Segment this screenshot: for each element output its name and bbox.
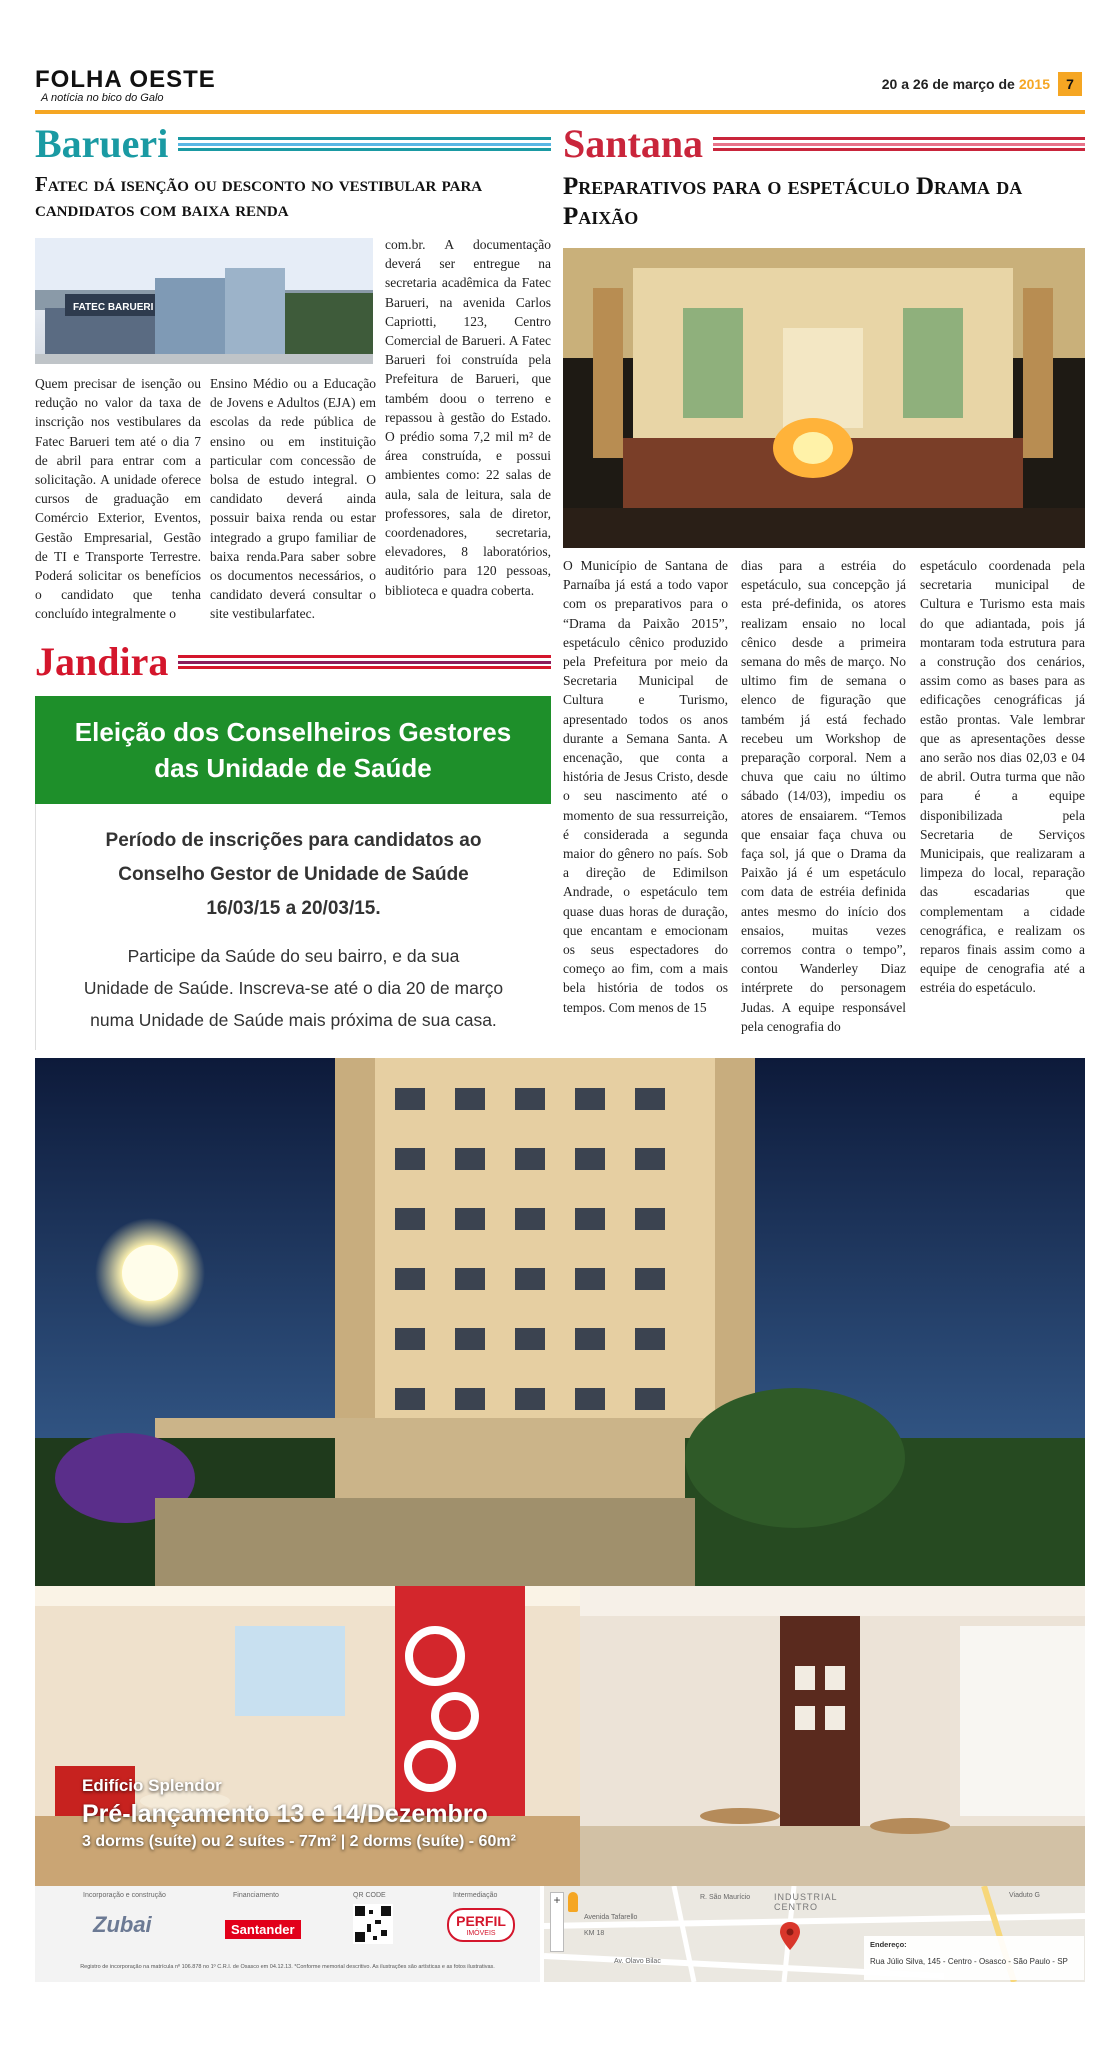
notice-line: Conselho Gestor de Unidade de Saúde [118, 864, 469, 885]
address-box [864, 1936, 1084, 1980]
jandira-banner [35, 696, 551, 804]
building-name: Edifício Splendor [82, 1776, 222, 1795]
article-headline: Fatec dá isenção ou desconto no vestibular para candidatos com baixa renda [35, 172, 483, 221]
notice-body: Participe da Saúde do seu bairro, e da sua [127, 946, 460, 966]
section-santana [563, 121, 1085, 166]
map-street: Avenida Tafarello [584, 1914, 638, 1921]
section-jandira [35, 639, 551, 684]
newspaper-tagline: A notícia no bico do Galo [41, 92, 164, 104]
header-rule [35, 110, 1085, 114]
address-label: Endereço: [870, 1940, 907, 1949]
section-title: Barueri [35, 121, 169, 166]
section-stripes [178, 655, 551, 669]
section-barueri [35, 121, 551, 166]
incorporacao-label: Incorporação e construção [83, 1892, 166, 1899]
perfil-logo [447, 1908, 515, 1942]
qr-label: QR CODE [353, 1892, 386, 1899]
santana-column-1: O Município de Santana de Parnaíba já está a todo vapor com os preparativos para o “Drama da Paixão 2015”, espetáculo cênico produzido pela Prefeitura por meio da Secretaria Municipal de Cultura e Turismo, apresentado todos os anos durante a Semana Santa. A encenação, que conta a história de Jesus Cristo, desde o seu nascimento até o momento de sua ressurreição, é considerada a segunda maior do gênero no país. Sob a direção de Edimilson Andrade, o espetáculo tem quase duas horas de duração, que encantam e emocionam os seus espectadores do começo ao fim, com a mais bela história de todos os tempos. Com menos de 15 [563, 558, 728, 1015]
launch-dates: Pré-lançamento 13 e 14/Dezembro [82, 1800, 488, 1828]
barueri-column-2: Ensino Médio ou a Educação de Jovens e Adultos (EJA) em escolas da rede pública de ensino ou em instituição particular com concessão de bolsa de estudo integral. O candidato deverá ainda possuir baixa renda ou estar integrado a grupo familiar de baixa renda.Para saber sobre os documentos necessários, o candidato deverá consultar o site vestibularfatec. [210, 376, 376, 622]
ad-sponsors [35, 1886, 540, 1982]
article-headline: Preparativos para o espetáculo Drama da Paixão [563, 173, 1023, 230]
fatec-sign: FATEC BARUERI [73, 302, 154, 313]
unit-types: 3 dorms (suíte) ou 2 suítes - 77m² | 2 dorms (suíte) - 60m² [82, 1833, 516, 1850]
page-number: 7 [1058, 72, 1082, 96]
perfil-sub: IMÓVEIS [466, 1930, 496, 1937]
notice-body: Unidade de Saúde. Inscreva-se até o dia 20 de março [83, 978, 504, 998]
map-area-label: INDUSTRIAL CENTRO [774, 1892, 838, 1912]
santana-column-2: dias para a estréia do espetáculo, sua concepção já esta pré-definida, os atores realizam ensaio no local cênico desde a primeira semana do mês de março. No ultimo fim de semana o elenco de figuração que também já está fechado recebeu um Workshop de preparação corporal. Nem a chuva que caiu no último sábado (14/03), impediu os atores de ensaiarem. “Temos que ensaiar faça chuva ou faça sol, já que o Drama da Paixão já é um espetáculo com data de estréia definida antes mesmo do início dos ensaios, muitas vezes corremos contra o tempo”, contou Wanderley Diaz intérprete do personagem Judas. A equipe responsável pela cenografia do [741, 558, 906, 1034]
ad-headline-block [82, 1776, 516, 1851]
ad-interior-lounge [580, 1586, 1085, 1886]
drama-paixao-photo [563, 248, 1085, 548]
santana-column-3: espetáculo coordenada pela secretaria municipal de Cultura e Turismo esta mais do que adiantada, pois já montaram toda estrutura para a construção dos cenários, assim como as bases para as edificações cenográficas já estão prontas. Vale lembrar que as apresentações desse ano serão nos dias 02,03 e 04 de abril. Outra turma que não para é a equipe disponibilizada pela Secretaria de Serviços Municipais, que realizaram a limpeza do local, reparação das escadarias que complementam a cidade cenográfica, e realizam os reparos finais assim como a equipe de cenografia até a estréia do espetáculo. [920, 558, 1085, 996]
issue-year: 2015 [1018, 76, 1050, 92]
santander-logo: Santander [225, 1920, 301, 1939]
masthead [35, 68, 216, 104]
notice-line: Período de inscrições para candidatos ao [105, 830, 482, 851]
fatec-photo [35, 238, 373, 364]
financiamento-label: Financiamento [233, 1892, 279, 1899]
section-stripes [713, 137, 1085, 151]
barueri-column-3: com.br. A documentação deverá ser entregue na secretaria acadêmica da Fatec Barueri, na avenida Carlos Capriotti, 123, Centro Comercial de Barueri. A Fatec Barueri foi construída pela Prefeitura de Barueri, que também doou o terreno e repassou à gestão do Estado. O prédio soma 7,2 mil m² de área construída, e possui ambientes como: 22 salas de aula, sala de leitura, sala de professores, sala de diretor, coordenadores, secretaria, elevadores, 8 laboratórios, auditório para 120 pessoas, biblioteca e quadra coberta. [385, 237, 551, 598]
map-km: KM 18 [584, 1930, 605, 1937]
address-text: Rua Júlio Silva, 145 - Centro - Osasco - São Paulo - SP [870, 1957, 1068, 1966]
newspaper-name: FOLHA OESTE [35, 66, 216, 93]
notice-body: numa Unidade de Saúde mais próxima de sua casa. [90, 1010, 497, 1030]
jandira-notice [35, 804, 551, 1050]
zubai-logo: Zubai [93, 1912, 152, 1937]
map-street: Av. Olavo Bilac [614, 1958, 661, 1965]
map-street: Viaduto G [1009, 1892, 1041, 1899]
banner-title: Eleição dos Conselheiros Gestores das Unidade de Saúde [74, 717, 512, 783]
location-map[interactable] [544, 1886, 1085, 1982]
legal-note: Registro de incorporação na matrícula nº 106.878 no 1º C.R.I. de Osasco em 04.12.13. *Conforme memorial descritivo. As ilustrações são artísticas e as fotos ilustrativas. [80, 1964, 495, 1970]
section-title: Jandira [35, 639, 169, 684]
section-title: Santana [563, 121, 704, 166]
notice-dates: 16/03/15 a 20/03/15. [206, 898, 381, 919]
issue-date [882, 72, 1082, 96]
qr-code[interactable] [353, 1904, 393, 1944]
issue-date-text: 20 a 26 de março de [881, 76, 1015, 92]
building-ad-render [35, 1058, 1085, 1586]
map-street: R. São Maurício [700, 1894, 751, 1901]
pegman-icon[interactable] [568, 1892, 578, 1912]
intermediacao-label: Intermediação [453, 1892, 498, 1899]
barueri-column-1: Quem precisar de isenção ou redução no valor da taxa de inscrição nos vestibulares da Fatec Barueri tem até o dia 7 de abril para entrar com a solicitação. A unidade oferece cursos de graduação em Comércio Exterior, Eventos, Gestão Empresarial, Gestão de TI e Transporte Terrestre. Poderá solicitar os benefícios o candidato que tenha concluído integralmente o [35, 376, 201, 622]
zoom-in-icon[interactable]: + [553, 1893, 561, 1907]
perfil-brand: PERFIL [456, 1913, 506, 1929]
map-zoom-control[interactable] [550, 1892, 564, 1952]
map-pin-icon[interactable] [780, 1922, 800, 1950]
section-stripes [178, 137, 551, 151]
